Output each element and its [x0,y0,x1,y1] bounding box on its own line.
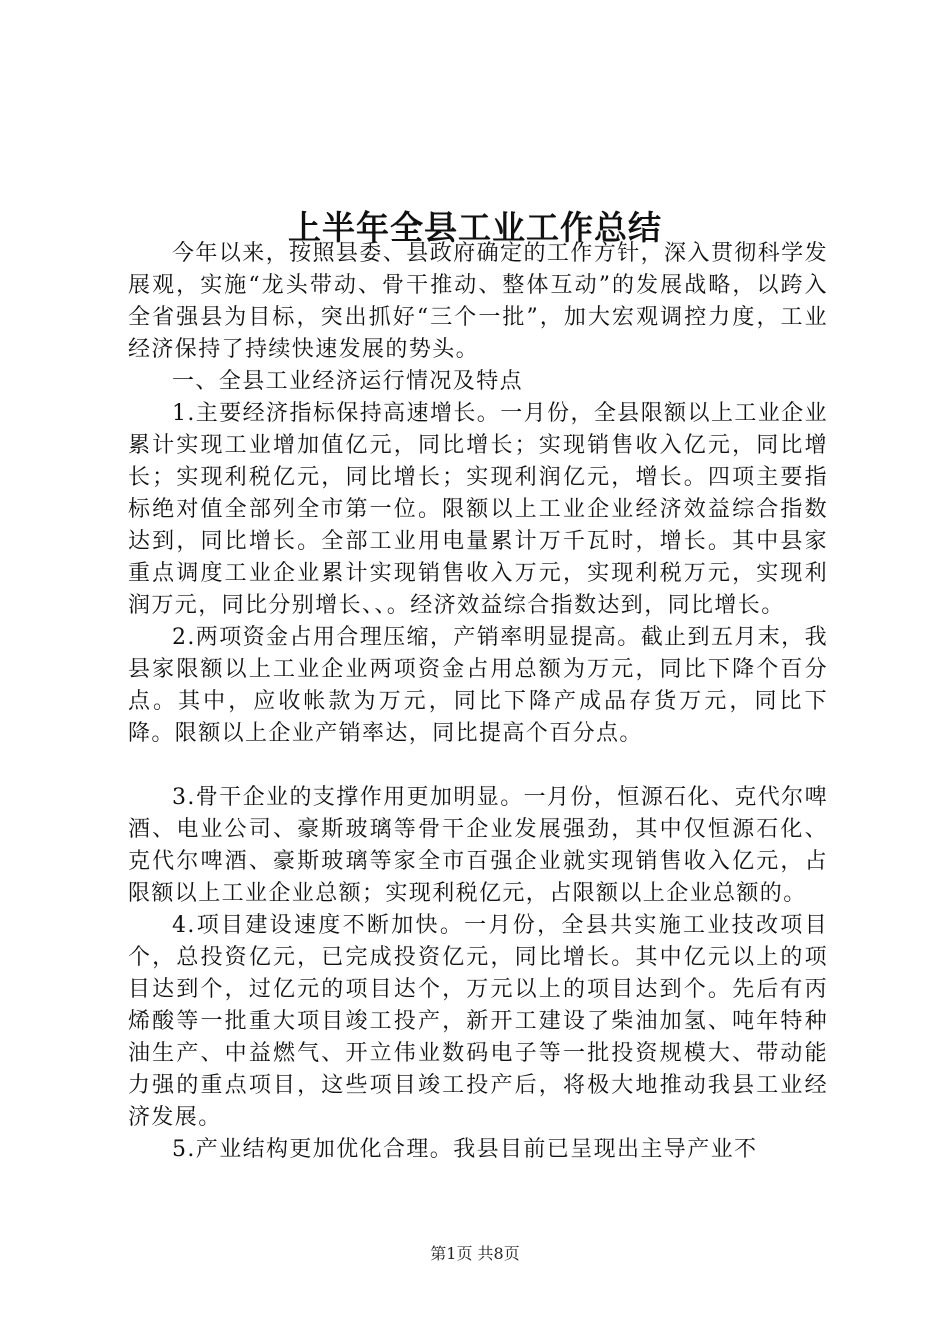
document-title: 上半年全县工业工作总结 [288,208,662,248]
item-2-paragraph: 2.两项资金占用合理压缩，产销率明显提高。截止到五月末，我县家限额以上工业企业两项资金占用总额为万元，同比下降个百分点。其中，应收帐款为万元，同比下降产成品存货万元，同比下降。限额以上企业产销率达，同比提高个百分点。 [128,625,828,746]
intro-paragraph: 今年以来，按照县委、县政府确定的工作方针，深入贯彻科学发展观，实施“龙头带动、骨干推动、整体互动”的发展战略，以跨入全省强县为目标，突出抓好“三个一批”，加大宏观调控力度，工业经济保持了持续快速发展的势头。 [128,241,828,362]
page-number-footer: 第1页 共8页 [430,1244,520,1263]
document-body [128,238,828,1166]
item-5-paragraph: 5.产业结构更加优化合理。我县目前已呈现出主导产业不 [172,1137,758,1162]
item-4-paragraph: 4.项目建设速度不断加快。一月份，全县共实施工业技改项目个，总投资亿元，已完成投资亿元，同比增长。其中亿元以上的项目达到个，过亿元的项目达个，万元以上的项目达到个。先后有丙烯酸等一批重大项目竣工投产，新开工建设了柴油加氢、吨年特种油生产、中益燃气、开立伟业数码电子等一批投资规模大、带动能力强的重点项目，这些项目竣工投产后，将极大地推动我县工业经济发展。 [128,913,828,1130]
section-heading: 一、全县工业经济运行情况及特点 [172,369,524,394]
item-1-paragraph: 1.主要经济指标保持高速增长。一月份，全县限额以上工业企业累计实现工业增加值亿元，同比增长；实现销售收入亿元，同比增长；实现利税亿元，同比增长；实现利润亿元，增长。四项主要指标绝对值全部列全市第一位。限额以上工业企业经济效益综合指数达到，同比增长。全部工业用电量累计万千瓦时，增长。其中县家重点调度工业企业累计实现销售收入万元，实现利税万元，实现利润万元，同比分别增长、、。经济效益综合指数达到，同比增长。 [128,401,828,618]
item-3-paragraph: 3.骨干企业的支撑作用更加明显。一月份，恒源石化、克代尔啤酒、电业公司、豪斯玻璃等骨干企业发展强劲，其中仅恒源石化、克代尔啤酒、豪斯玻璃等家全市百强企业就实现销售收入亿元，占限额以上工业企业总额；实现利税亿元，占限额以上企业总额的。 [128,785,828,906]
